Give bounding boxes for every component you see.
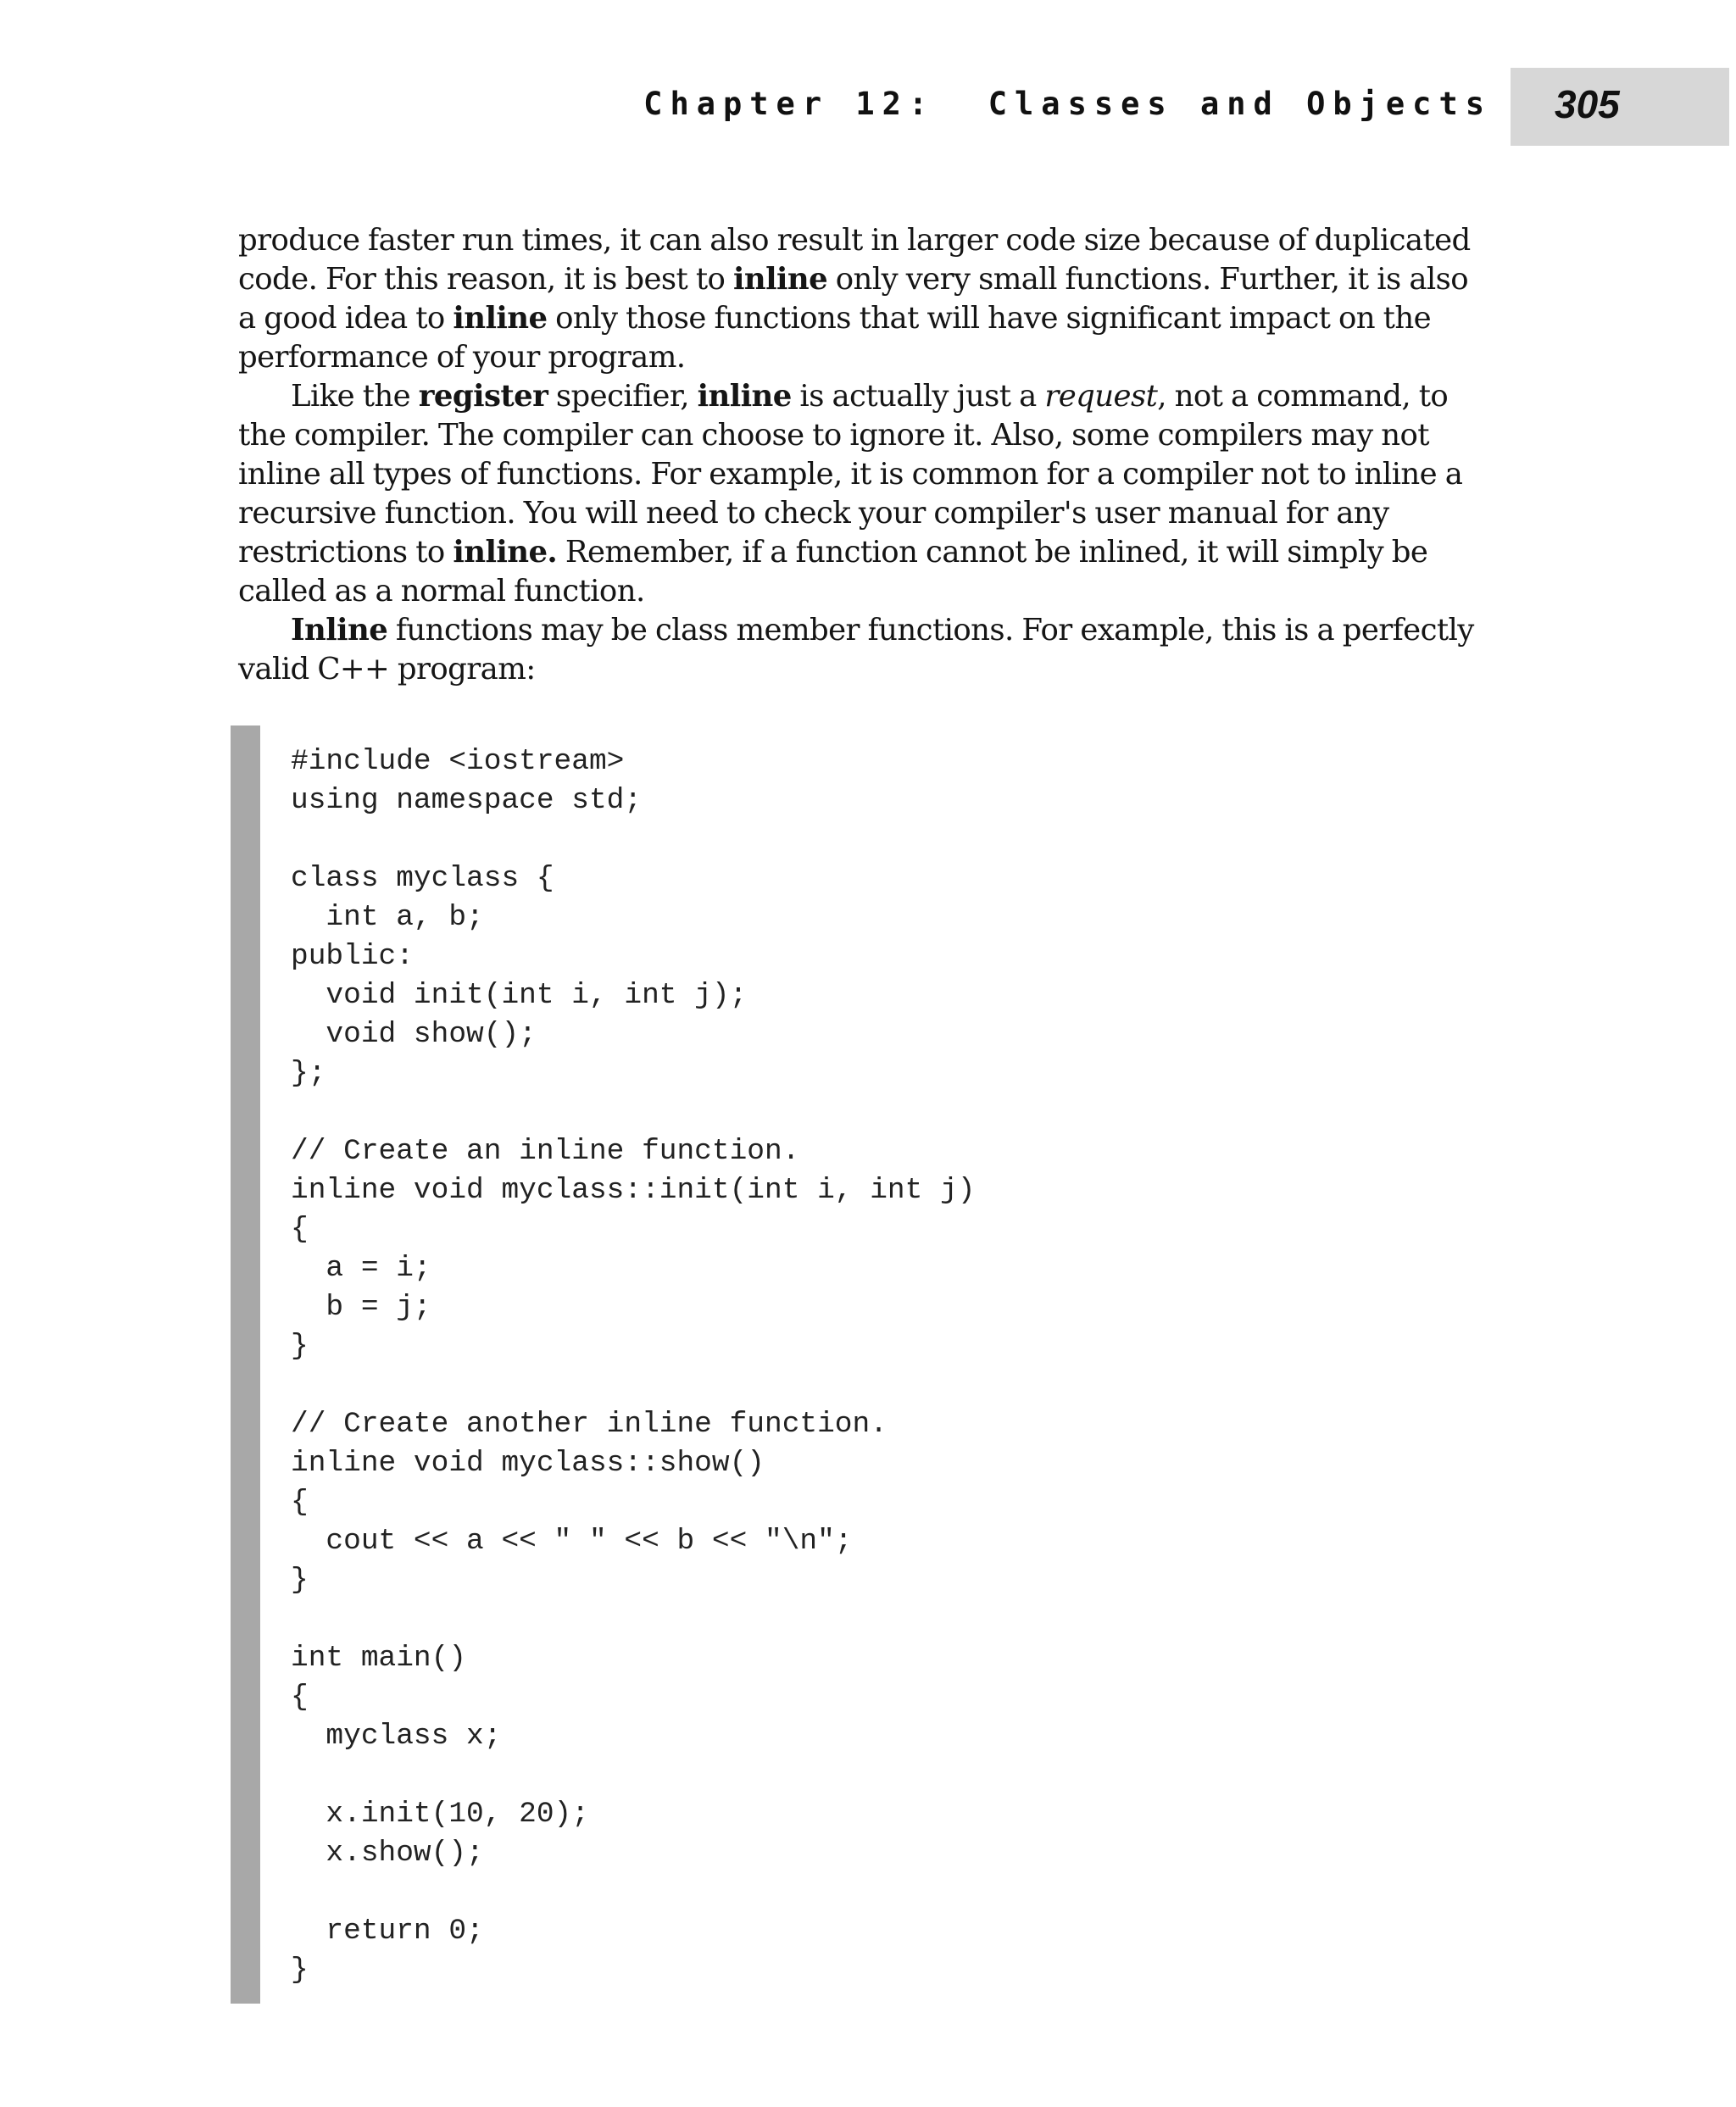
- keyword-inline: inline: [733, 262, 828, 297]
- keyword-register: register: [418, 379, 548, 414]
- keyword-inline: inline.: [453, 535, 558, 570]
- page-header: [0, 68, 1736, 146]
- emphasis-request: request: [1044, 379, 1158, 414]
- code-listing-bar: [231, 725, 260, 2004]
- text-run: produce faster run times, it can also result in larger code size because of duplicated code. For this reason, it is best to: [238, 223, 1471, 297]
- keyword-inline: inline: [697, 379, 792, 414]
- text-run: is actually just a: [791, 379, 1045, 414]
- paragraph-1: [238, 221, 1493, 377]
- text-run: , not a command, to the compiler. The compiler can choose to ignore it. Also, some compilers may not inline all types of functions. For example, it is common for a compiler not to inline a recursive function. You will need to check your compiler's user manual for any restrictions to: [238, 379, 1463, 570]
- text-run: only those functions that will have significant impact on the performance of your program.: [238, 301, 1432, 375]
- text-run: Remember, if a function cannot be inlined, it will simply be called as a normal function.: [238, 535, 1428, 609]
- code-listing-block: [231, 725, 1485, 2004]
- code-listing: #include <iostream> using namespace std; class myclass { int a, b; public: void init(int i, int j); void show(); }; // Create an inline function. inline void myclass::init(int i, int j) { a = i; b = j; } // Create another inline function. inline void myclass::show() { cout << a << " " << b << "\n"; } int main() { myclass x; x.init(10, 20); x.show(); return 0; }: [291, 745, 976, 1987]
- keyword-inline: Inline: [291, 613, 388, 648]
- text-run: specifier,: [548, 379, 698, 414]
- keyword-inline: inline: [453, 301, 548, 336]
- text-run: only very small functions. Further, it is also a good idea to: [238, 262, 1469, 336]
- page-number: 305: [1555, 82, 1620, 126]
- page-number-box: [1511, 68, 1729, 146]
- text-run: Like the: [291, 379, 419, 414]
- paragraph-3: [238, 611, 1493, 689]
- text-run: functions may be class member functions. For example, this is a perfectly valid C++ program:: [238, 613, 1474, 687]
- body-text: [238, 221, 1493, 689]
- chapter-title: Chapter 12: Classes and Objects: [643, 86, 1492, 122]
- paragraph-2: [238, 377, 1493, 611]
